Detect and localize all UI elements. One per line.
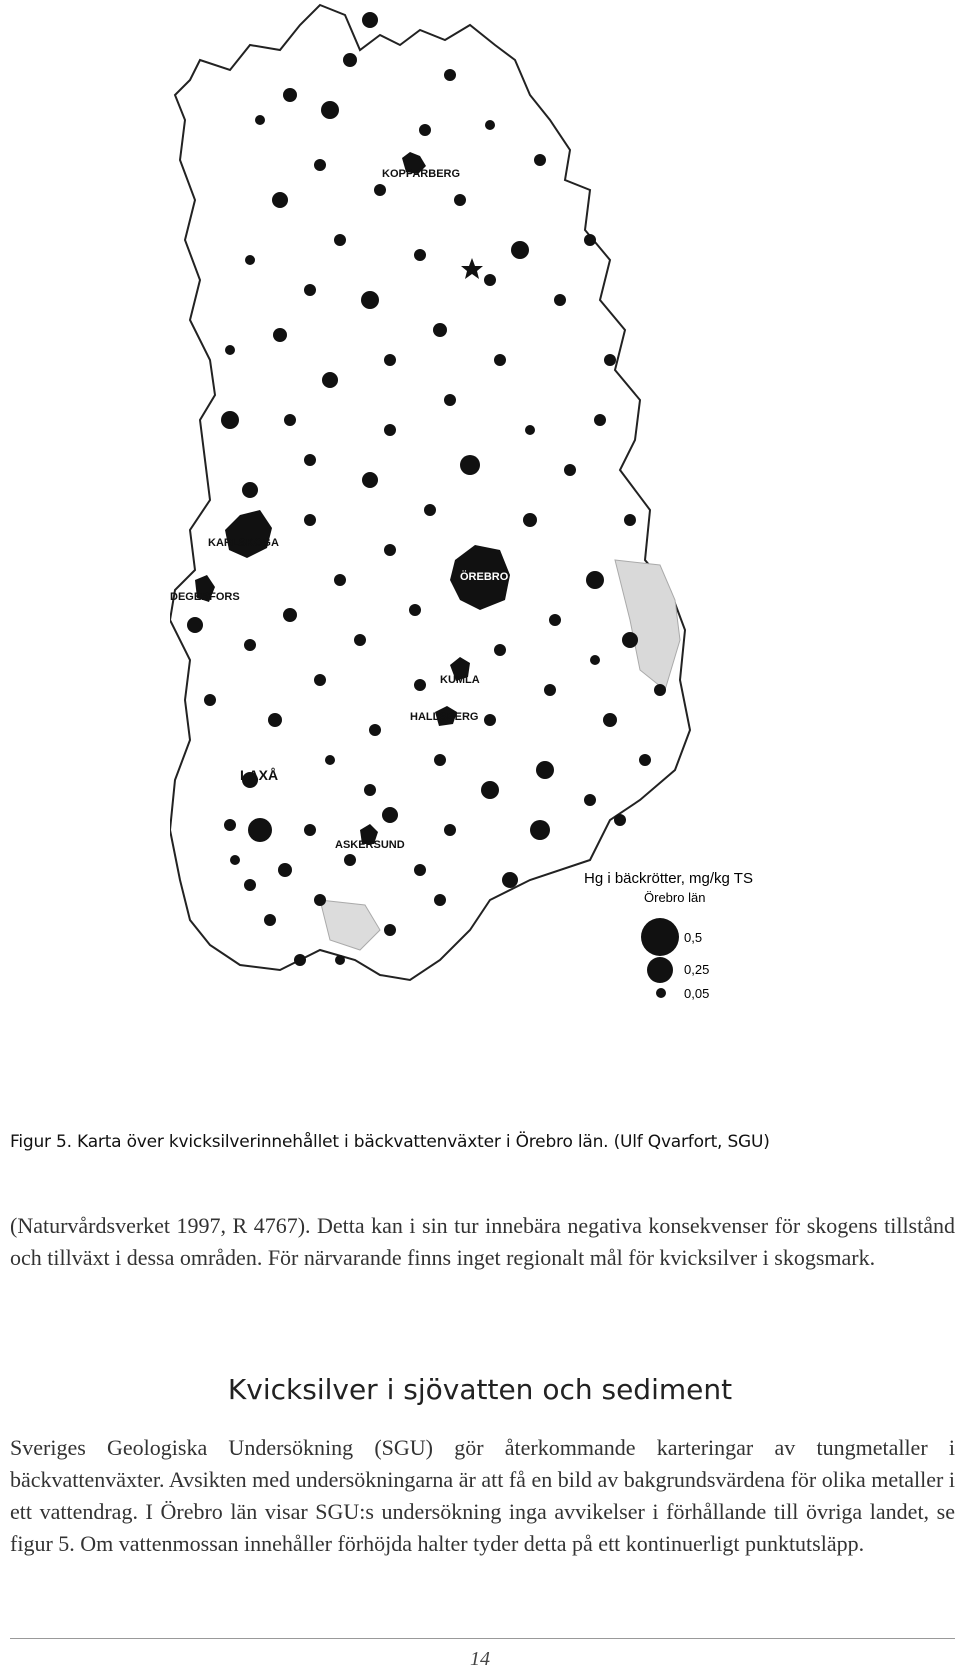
- footer-rule: [10, 1638, 955, 1639]
- sample-point: [530, 820, 550, 840]
- sample-point: [424, 504, 436, 516]
- sample-point: [278, 863, 292, 877]
- sample-point: [414, 864, 426, 876]
- sample-point: [384, 424, 396, 436]
- legend-circle-large: [641, 918, 679, 956]
- sample-point: [273, 328, 287, 342]
- sample-point: [322, 372, 338, 388]
- sample-point: [362, 12, 378, 28]
- sample-point: [242, 482, 258, 498]
- sample-point: [414, 249, 426, 261]
- sample-point: [382, 807, 398, 823]
- body-paragraph-1: (Naturvårdsverket 1997, R 4767). Detta kan i sin tur innebära negativa konsekvenser för skogens tillstånd och tillväxt i dessa områden. För närvarande finns inget regionalt mål för kvicksilver i skogsmark.: [10, 1213, 955, 1270]
- place-label-karlskoga: KARLSKOGA: [208, 537, 279, 549]
- sample-point: [224, 819, 236, 831]
- sample-point: [354, 634, 366, 646]
- map-legend: [580, 865, 780, 1010]
- sample-point: [511, 241, 529, 259]
- sample-point: [255, 115, 265, 125]
- sample-point: [494, 644, 506, 656]
- sample-point: [584, 234, 596, 246]
- sample-point: [564, 464, 576, 476]
- sample-point: [204, 694, 216, 706]
- sample-point: [187, 617, 203, 633]
- legend-subtitle: Örebro län: [644, 890, 706, 905]
- sample-point: [409, 604, 421, 616]
- sample-point: [444, 394, 456, 406]
- sample-point: [335, 955, 345, 965]
- place-label-kopparberg: KOPPARBERG: [382, 168, 461, 180]
- sample-point: [268, 713, 282, 727]
- place-label-askersund: ASKERSUND: [335, 839, 405, 851]
- sample-point: [272, 192, 288, 208]
- sample-point: [485, 120, 495, 130]
- sample-point: [374, 184, 386, 196]
- sample-point: [361, 291, 379, 309]
- sample-point: [554, 294, 566, 306]
- sample-point: [314, 674, 326, 686]
- county-map: [170, 0, 900, 1075]
- figure-caption: Figur 5. Karta över kvicksilverinnehållet i bäckvattenväxter i Örebro län. (Ulf Qvarfort, SGU): [10, 1132, 770, 1152]
- sample-point: [614, 814, 626, 826]
- sample-point: [264, 914, 276, 926]
- place-label-laxa: LAXÅ: [240, 767, 279, 783]
- place-label-orebro: ÖREBRO: [460, 571, 509, 583]
- page-number: 14: [470, 1648, 490, 1670]
- legend-circle-medium: [647, 957, 673, 983]
- legend-circle-small: [656, 988, 666, 998]
- sample-point: [334, 234, 346, 246]
- legend-title: Hg i bäckrötter, mg/kg TS: [584, 870, 753, 887]
- sample-point: [414, 679, 426, 691]
- sample-point: [248, 818, 272, 842]
- sample-point: [586, 571, 604, 589]
- sample-point: [325, 755, 335, 765]
- sample-point: [283, 608, 297, 622]
- sample-point: [304, 454, 316, 466]
- sample-point: [434, 754, 446, 766]
- sample-point: [484, 274, 496, 286]
- sample-point: [364, 784, 376, 796]
- sample-point: [622, 632, 638, 648]
- mercury-map-figure: [170, 0, 900, 1075]
- sample-point: [584, 794, 596, 806]
- sample-point: [225, 345, 235, 355]
- sample-point: [221, 411, 239, 429]
- sample-point: [230, 855, 240, 865]
- sample-point: [283, 88, 297, 102]
- sample-point: [304, 284, 316, 296]
- sample-point: [245, 255, 255, 265]
- sample-point: [444, 69, 456, 81]
- sample-point: [460, 455, 480, 475]
- sample-point: [384, 544, 396, 556]
- place-label-kumla: KUMLA: [440, 674, 480, 686]
- sample-point: [294, 954, 306, 966]
- sample-point: [502, 872, 518, 888]
- sample-point: [604, 354, 616, 366]
- sample-point: [481, 781, 499, 799]
- sample-point: [603, 713, 617, 727]
- sample-point: [525, 425, 535, 435]
- sample-point: [384, 354, 396, 366]
- sample-point: [334, 574, 346, 586]
- legend-value-medium: 0,25: [684, 962, 710, 977]
- sample-point: [523, 513, 537, 527]
- sample-point: [454, 194, 466, 206]
- sample-point: [343, 53, 357, 67]
- legend-value-large: 0,5: [684, 930, 703, 945]
- sample-point: [534, 154, 546, 166]
- sample-point: [433, 323, 447, 337]
- sample-point: [639, 754, 651, 766]
- sample-point: [549, 614, 561, 626]
- place-label-degerfors: DEGERFORS: [170, 591, 240, 603]
- sample-point: [314, 894, 326, 906]
- place-label-hallsberg: HALLSBERG: [410, 711, 479, 723]
- sample-point: [434, 894, 446, 906]
- sample-point: [314, 159, 326, 171]
- sample-point: [544, 684, 556, 696]
- sample-point: [590, 655, 600, 665]
- sample-point: [344, 854, 356, 866]
- sample-point: [284, 414, 296, 426]
- sample-point: [369, 724, 381, 736]
- sample-point: [244, 879, 256, 891]
- body-paragraph-2: Sveriges Geologiska Undersökning (SGU) gör återkommande karteringar av tungmetaller i bäckvattenväxter. Avsikten med undersökningarna är att få en bild av bakgrundsvärdena för olika metaller i ett vattendrag. I Örebro län visar SGU:s undersökning inga avvikelser i förhållande till övriga landet, se figur 5. Om vattenmossan innehåller förhöjda halter tyder detta på ett kontinuerligt punktutsläpp.: [10, 1435, 955, 1556]
- sample-point: [244, 639, 256, 651]
- section-heading: Kvicksilver i sjövatten och sediment: [227, 1373, 733, 1406]
- sample-point: [419, 124, 431, 136]
- sample-point: [654, 684, 666, 696]
- sample-point: [594, 414, 606, 426]
- sample-point: [444, 824, 456, 836]
- sample-point: [624, 514, 636, 526]
- sample-point: [484, 714, 496, 726]
- sample-point: [536, 761, 554, 779]
- legend-value-small: 0,05: [684, 986, 710, 1001]
- sample-point: [494, 354, 506, 366]
- sample-point: [304, 824, 316, 836]
- sample-point: [304, 514, 316, 526]
- sample-point: [384, 924, 396, 936]
- sample-point: [362, 472, 378, 488]
- sample-point: [321, 101, 339, 119]
